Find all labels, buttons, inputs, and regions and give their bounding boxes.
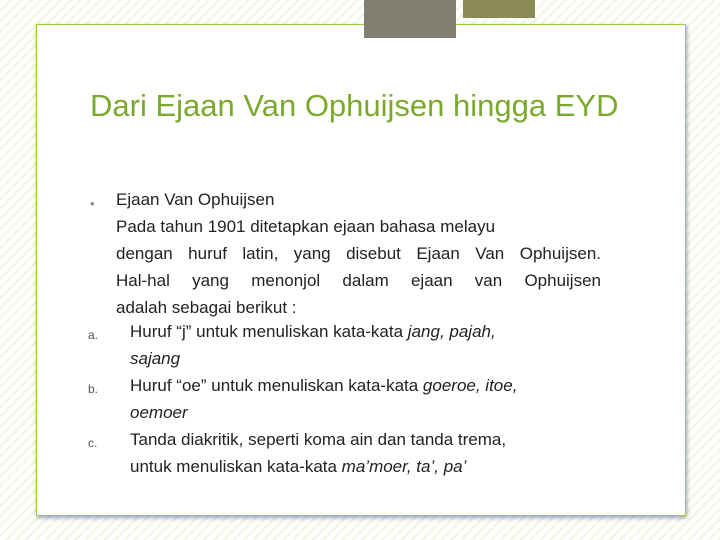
slide-title: Dari Ejaan Van Ophuijsen hingga EYD <box>90 88 619 123</box>
list-marker-b: b. <box>88 382 99 396</box>
intro-line-4: adalah sebagai berikut : <box>116 298 297 317</box>
intro-line-1: Pada tahun 1901 ditetapkan ejaan bahasa melayu <box>116 217 496 236</box>
intro-line-2: dengan huruf latin, yang disebut Ejaan Van Ophuijsen. <box>116 244 601 263</box>
decorative-olive-block <box>463 0 535 18</box>
intro-line-3: Hal-hal yang menonjol dalam ejaan van Ophuijsen <box>116 271 601 290</box>
list-marker-c: c. <box>88 436 98 450</box>
list-item-c-line1: Tanda diakritik, seperti koma ain dan tanda trema, <box>130 430 507 449</box>
list-marker-a: a. <box>88 328 99 342</box>
list-item-c-line2: untuk menuliskan kata-kata ma’moer, ta’, pa’ <box>130 457 467 476</box>
list-item-b-line2: oemoer <box>130 403 188 422</box>
list-item-a-line1: Huruf “j” untuk menuliskan kata-kata jang, pajah, <box>130 322 496 341</box>
bullet-icon: • <box>90 196 95 211</box>
list-item-b-line1: Huruf “oe” untuk menuliskan kata-kata goeroe, itoe, <box>130 376 518 395</box>
decorative-gray-block <box>364 0 456 38</box>
bullet-heading: Ejaan Van Ophuijsen <box>116 190 275 209</box>
list-item-a-line2: sajang <box>130 349 181 368</box>
